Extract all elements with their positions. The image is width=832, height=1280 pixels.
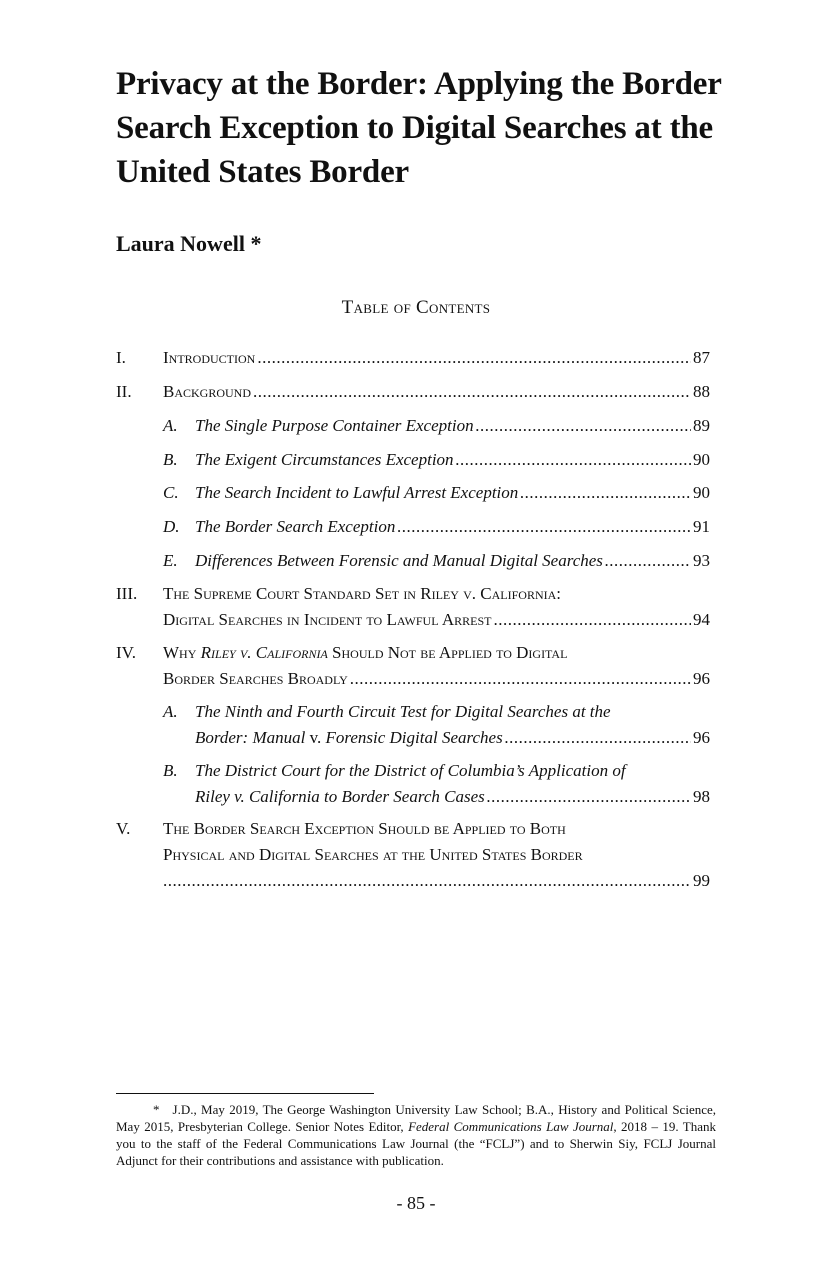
toc-text-line2: Border: Manual v. Forensic Digital Searches — [195, 728, 503, 747]
toc-number: II. — [116, 382, 132, 401]
toc-leader-dots — [257, 346, 691, 370]
toc-entry-ninth-fourth[interactable] — [116, 700, 710, 750]
toc-entry-border-search[interactable] — [116, 515, 710, 539]
toc-number: D. — [163, 517, 180, 536]
toc-page: 90 — [693, 450, 710, 469]
toc-number: B. — [163, 761, 178, 780]
toc-entry-forensic-manual[interactable] — [116, 549, 710, 573]
toc-entry-single-purpose[interactable] — [116, 414, 710, 438]
toc-page: 96 — [693, 728, 710, 747]
toc-entry-why-riley[interactable] — [116, 641, 710, 691]
toc-heading: Table of Contents — [341, 297, 491, 318]
toc-text-line2: Riley v. California to Border Search Cases — [195, 787, 485, 806]
toc-entry-district-court[interactable] — [116, 759, 710, 809]
toc-entry-introduction[interactable] — [116, 346, 710, 370]
toc-number: A. — [163, 702, 178, 721]
toc-number: I. — [116, 348, 126, 367]
toc-text: The Exigent Circumstances Exception — [195, 450, 454, 469]
toc-leader-dots — [505, 726, 691, 750]
toc-leader-dots — [487, 785, 691, 809]
toc-page: 89 — [693, 416, 710, 435]
toc-text: Differences Between Forensic and Manual Digital Searches — [195, 551, 603, 570]
toc-text-line2: Border Searches Broadly — [163, 669, 348, 688]
toc-entry-background[interactable] — [116, 380, 710, 404]
toc-entry-lawful-arrest[interactable] — [116, 481, 710, 505]
toc-text: Introduction — [163, 348, 256, 367]
toc-text-line2: Physical and Digital Searches at the United States Border — [163, 845, 583, 864]
toc-text: Background — [163, 382, 252, 401]
toc-entry-supreme-court[interactable] — [116, 582, 710, 632]
toc-leader-dots — [253, 380, 691, 404]
toc-text-line1: The Ninth and Fourth Circuit Test for Digital Searches at the — [195, 702, 611, 721]
toc-page: 98 — [693, 787, 710, 806]
footnote-separator — [116, 1093, 374, 1094]
toc-leader-dots — [605, 549, 691, 573]
toc-leader-dots — [520, 481, 691, 505]
toc-page: 93 — [693, 551, 710, 570]
toc-entry-exigent[interactable] — [116, 448, 710, 472]
toc-leader-dots — [493, 608, 691, 632]
toc-text: The Single Purpose Container Exception — [195, 416, 474, 435]
toc-number: C. — [163, 483, 179, 502]
article-title: Privacy at the Border: Applying the Border Search Exception to Digital Searches at the United States Border — [116, 66, 722, 190]
toc-number: B. — [163, 450, 178, 469]
toc-page: 90 — [693, 483, 710, 502]
toc-page: 94 — [693, 610, 710, 629]
toc-leader-dots — [163, 869, 691, 893]
footnote-marker: * — [153, 1102, 160, 1117]
toc-number: IV. — [116, 643, 136, 662]
toc-text-line1: The Supreme Court Standard Set in Riley v. California: — [163, 584, 562, 603]
toc-number: V. — [116, 819, 131, 838]
author-name: Laura Nowell * — [116, 231, 262, 256]
footnote-text-cont: , 2018 – 19. Thank you to the staff of the Federal Communications Law Journal (the “FCLJ”) and to Sherwin Siy, FCLJ Journal Adjunct for their contributions and assistance with publication. — [116, 1119, 716, 1168]
page-number: - 85 - — [396, 1193, 436, 1213]
toc-text-line1: Why Riley v. California Should Not be Applied to Digital — [163, 643, 568, 662]
toc-page: 91 — [693, 517, 710, 536]
footnote — [116, 1101, 716, 1169]
toc-entry-border-exception-both[interactable] — [116, 817, 710, 893]
toc-number: E. — [163, 551, 178, 570]
toc-leader-dots — [456, 448, 691, 472]
footnote-text: J.D., May 2019, The George Washington University Law School; B.A., History and Political Science, May 2015, Presbyterian College. Senior Notes Editor, — [116, 1102, 717, 1134]
toc-text-line1: The District Court for the District of Columbia’s Application of — [195, 761, 626, 780]
toc-text-line1: The Border Search Exception Should be Applied to Both — [163, 819, 566, 838]
toc-leader-dots — [476, 414, 691, 438]
toc-leader-dots — [350, 667, 691, 691]
footnote-journal: Federal Communications Law Journal — [408, 1119, 614, 1134]
toc-page: 88 — [693, 382, 710, 401]
toc-text: The Search Incident to Lawful Arrest Exception — [195, 483, 519, 502]
toc-text: The Border Search Exception — [195, 517, 396, 536]
toc-number: A. — [163, 416, 178, 435]
toc-text-line2: Digital Searches in Incident to Lawful Arrest — [163, 610, 492, 629]
toc-page: 99 — [693, 871, 710, 890]
toc-number: III. — [116, 584, 138, 603]
toc-leader-dots — [397, 515, 691, 539]
toc-page: 87 — [693, 348, 710, 367]
toc-page: 96 — [693, 669, 710, 688]
